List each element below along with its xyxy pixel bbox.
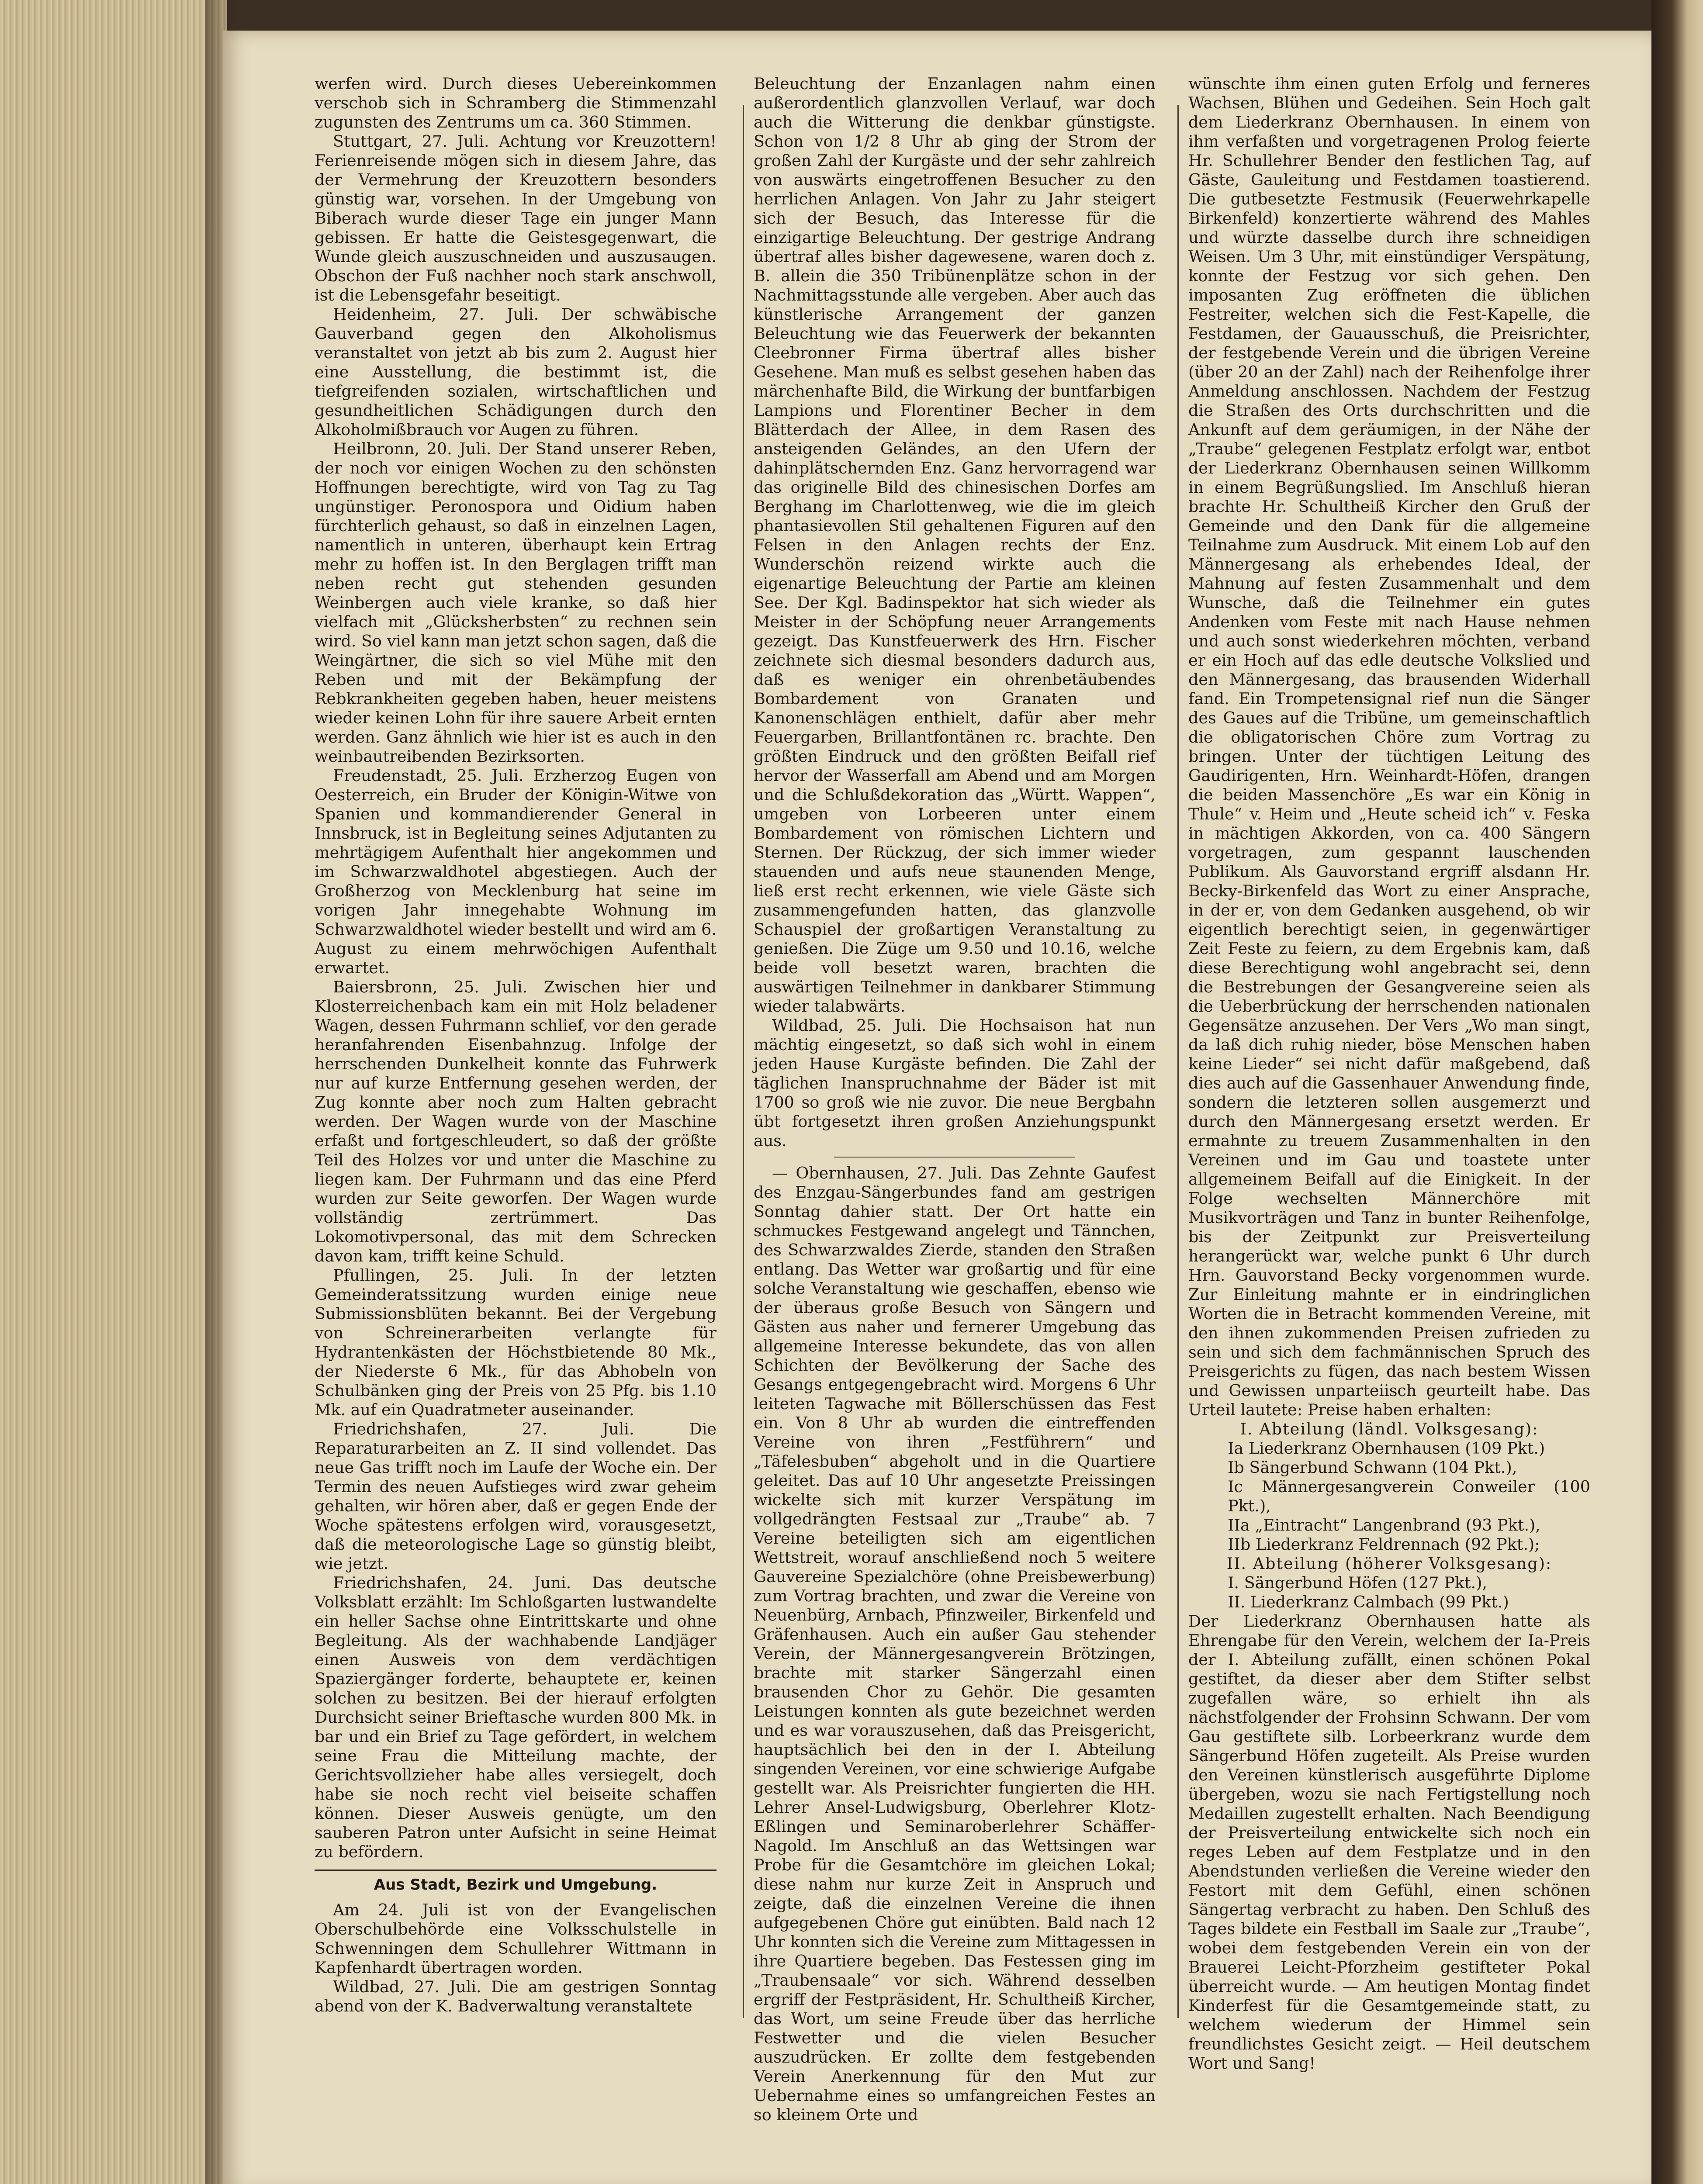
result-item: IIb Liederkranz Feldrennach (92 Pkt.);: [1228, 1535, 1540, 1554]
article-paragraph: — Obernhausen, 27. Juli. Das Zehnte Gaufest des Enzgau-Sängerbundes fand am gestrigen Sonntag dahier statt. Der Ort hatte ein schmuckes Festgewand angelegt und Tännchen, des Schwarzwaldes Zierde, standen den Straßen entlang. Das Wetter war großartig und für eine solche Veranstaltung wie geschaffen, ebenso wie der überaus große Besuch von Sängern und Gästen aus naher und fernerer Umgebung das allgemeine Interesse bekundete, das von allen Schichten der Bevölkerung der Sache des Gesangs entgegengebracht wird. Morgens 6 Uhr leiteten Tagwache mit Böllerschüssen das Fest ein. Von 8 Uhr ab wurden die eintreffenden Vereine von ihren „Festführern“ und „Täfelesbuben“ abgeholt und in die Quartiere geleitet. Das auf 10 Uhr angesetzte Preissingen wickelte sich mit kurzer Verspätung im vollgedrängten Festsaal zur „Traube“ ab. 7 Vereine beteiligten sich am eigentlichen Wettstreit, worauf anschließend noch 5 weitere Gauvereine Spezialchöre (ohne Preisbewerbung) zum Vortrag brachten, und zwar die Vereine von Neuenbürg, Arnbach, Pfinzweiler, Birkenfeld und Gräfenhausen. Auch ein außer Gau stehender Verein, der Männergesangverein Brötzingen, brachte mit starker Sängerzahl einen brausenden Chor zu Gehör. Die gesamten Leistungen konnten als gute bezeichnet werden und es war vorauszusehen, daß das Preisgericht, hauptsächlich bei den in der I. Abteilung singenden Vereinen, vor eine schwierige Aufgabe gestellt war. Als Preisrichter fungierten die HH. Lehrer Ansel-Ludwigsburg, Oberlehrer Klotz-Eßlingen und Seminaroberlehrer Schäffer-Nagold. Im Anschluß an das Wettsingen war Probe für die Gesamtchöre im gleichen Lokal; diese nahm nur kurze Zeit in Anspruch und zeigte, daß die einzelnen Vereine die ihnen aufgegebenen Chöre gut einübten. Bald nach 12 Uhr konnten sich die Vereine zum Mittagessen in ihre Quartiere begeben. Das Festessen ging im „Traubensaale“ vor sich. Während desselben ergriff der Festpräsident, Hr. Schultheiß Kircher, das Wort, um seine Freude über das herrliche Festwetter und die vielen Besucher auszudrücken. Er zollte dem festgebenden Verein Anerkennung für den Mut zur Uebernahme eines so umfangreichen Festes an so kleinem Orte und: [754, 1164, 1156, 2124]
article-paragraph: Heilbronn, 20. Juli. Der Stand unserer Reben, der noch vor einigen Wochen zu den schönsten Hoffnungen berechtigte, wird von Tag zu Tag ungünstiger. Peronospora und Oidium haben fürchterlich gehaust, so daß in einzelnen Lagen, namentlich in unteren, überhaupt kein Ertrag mehr zu hoffen ist. In den Berglagen trifft man neben recht gut stehenden gesunden Weinbergen auch viele kranke, so daß hier vielfach mit „Glücksherbsten“ zu rechnen sein wird. So viel kann man jetzt schon sagen, daß die Weingärtner, die sich so viel Mühe mit den Reben und mit der Bekämpfung der Rebkrankheiten gegeben haben, heuer meistens wieder keinen Lohn für ihre sauere Arbeit ernten werden. Ganz ähnlich wie hier ist es auch in den weinbautreibenden Bezirksorten.: [315, 439, 717, 766]
section-heading: Aus Stadt, Bezirk und Umgebung.: [315, 1870, 717, 1894]
results-heading: II. Abteilung (höherer Volksgesang):: [1226, 1554, 1552, 1573]
article-paragraph: Am 24. Juli ist von der Evangelischen Oberschulbehörde eine Volksschulstelle in Schwenningen dem Schullehrer Wittmann in Kapfenhardt übertragen worden.: [315, 1901, 717, 1977]
article-paragraph: Heidenheim, 27. Juli. Der schwäbische Gauverband gegen den Alkoholismus veranstaltet von jetzt ab bis zum 2. August hier eine Ausstellung, die bestimmt ist, die tiefgreifenden sozialen, wirtschaftlichen und gesundheitlichen Schädigungen durch den Alkoholmißbrauch vor Augen zu führen.: [315, 305, 717, 439]
column-rule: [743, 105, 744, 2018]
result-item: IIa „Eintracht“ Langenbrand (93 Pkt.),: [1228, 1516, 1540, 1534]
article-paragraph: Beleuchtung der Enzanlagen nahm einen außerordentlich glanzvollen Verlauf, war doch auch die Witterung die denkbar günstigste. Schon von 1/2 8 Uhr ab ging der Strom der großen Zahl der Kurgäste und der sehr zahlreich von auswärts eingetroffenen Besucher zu den herrlichen Anlagen. Von Jahr zu Jahr steigert sich der Besuch, das Interesse für die einzigartige Beleuchtung. Der gestrige Andrang übertraf alles bisher dagewesene, waren doch z. B. allein die 350 Tribünenplätze schon in der Nachmittagsstunde alle vergeben. Aber auch das künstlerische Arrangement der ganzen Beleuchtung wie das Feuerwerk der bekannten Cleebronner Firma übertraf alles bisher Gesehene. Man muß es selbst gesehen haben das märchenhafte Bild, die Wirkung der buntfarbigen Lampions und Florentiner Becher in dem Blätterdach der Allee, in dem Rasen des ansteigenden Geländes, an den Ufern der dahinplätschernden Enz. Ganz hervorragend war das originelle Bild des chinesischen Dorfes am Berghang im Charlottenweg, wie die im gleich phantasievollen Stil gehaltenen Figuren auf den Felsen in den Anlagen rechts der Enz. Wunderschön reizend wirkte auch die eigenartige Beleuchtung der Partie am kleinen See. Der Kgl. Badinspektor hat sich wieder als Meister in der Schöpfung neuer Arrangements gezeigt. Das Kunstfeuerwerk des Hrn. Fischer zeichnete sich diesmal besonders dadurch aus, daß es weniger ein ohrenbetäubendes Bombardement von Granaten und Kanonenschlägen enthielt, dafür aber mehr Feuergarben, Brillantfontänen rc. brachte. Den größten Eindruck und den größten Beifall rief hervor der Wasserfall am Abend und am Morgen und die Schlußdekoration das „Württ. Wappen“, umgeben von Lorbeeren unter einem Bombardement von römischen Lichtern und Sternen. Der Rückzug, der sich immer wieder stauenden und aufs neue staunenden Menge, ließ erst recht erkennen, wie viele Gäste sich zusammengefunden hatten, das glanzvolle Schauspiel der großartigen Veranstaltung zu genießen. Die Züge um 9.50 und 10.16, welche beide voll besetzt waren, brachten die auswärtigen Teilnehmer in dankbarer Stimmung wieder talabwärts.: [754, 74, 1156, 1016]
results-list: [1188, 1439, 1590, 1554]
article-paragraph: Der Liederkranz Obernhausen hatte als Ehrengabe für den Verein, welchem der Ia-Preis der I. Abteilung zufällt, einen schönen Pokal gestiftet, da dieser aber dem Stifter selbst zugefallen wäre, so erhielt ihn als nächstfolgender der Frohsinn Schwann. Der vom Gau gestiftete silb. Lorbeerkranz wurde dem Sängerbund Höfen zugeteilt. Als Preise wurden den Vereinen künstlerisch ausgeführte Diplome übergeben, wozu sie nach Fertigstellung noch Medaillen zugestellt erhalten. Nach Beendigung der Preisverteilung entwickelte sich noch ein reges Leben auf dem Festplatze und in den Abendstunden verließen die Vereine wieder den Festort mit dem Gefühl, einen schönen Sängertag verbracht zu haben. Den Schluß des Tages bildete ein Festball im Saale zur „Traube“, wobei dem festgebenden Verein ein von der Brauerei Leicht-Pforzheim gestifteter Pokal überreicht wurde. — Am heutigen Montag findet Kinderfest für die Gesamtgemeinde statt, zu welchem wiederum der Himmel sein freundlichstes Gesicht zeigt. — Heil deutschem Wort und Sang!: [1188, 1612, 1590, 2073]
book-page-stack: [0, 0, 227, 2184]
column-1: [315, 74, 717, 2016]
result-item: Ia Liederkranz Obernhausen (109 Pkt.): [1228, 1439, 1545, 1458]
result-item: Ib Sängerbund Schwann (104 Pkt.),: [1228, 1458, 1517, 1477]
article-paragraph: Pfullingen, 25. Juli. In der letzten Gemeinderatssitzung wurden einige neue Submissionsblüten bekannt. Bei der Vergebung von Schreinerarbeiten verlangte für Hydrantenkästen der Höchstbietende 80 Mk., der Niederste 6 Mk., für das Abhobeln von Schulbänken ging der Preis von 25 Pfg. bis 1.10 Mk. auf ein Quadratmeter auseinander.: [315, 1266, 717, 1419]
article-paragraph: Wildbad, 27. Juli. Die am gestrigen Sonntag abend von der K. Badverwaltung veranstaltete: [315, 1977, 717, 2015]
article-paragraph: Friedrichshafen, 27. Juli. Die Reparaturarbeiten an Z. II sind vollendet. Das neue Gas trifft noch im Laufe der Woche ein. Der Termin des neuen Aufstieges wird zwar geheim gehalten, wir hören aber, daß er gegen Ende der Woche spätestens erfolgen wird, vorausgesetzt, daß die meteorologische Lage so günstig bleibt, wie jetzt.: [315, 1420, 717, 1573]
separator: [834, 1157, 1075, 1158]
result-item: Ic Männergesangverein Conweiler (100 Pkt.),: [1228, 1477, 1590, 1515]
results-heading: I. Abteilung (ländl. Volksgesang):: [1240, 1420, 1539, 1438]
facing-page-edge: [1651, 0, 1703, 2184]
article-paragraph: Baiersbronn, 25. Juli. Zwischen hier und Klosterreichenbach kam ein mit Holz beladener Wagen, dessen Fuhrmann schlief, vor den gerade heranfahrenden Eisenbahnzug. Infolge der herrschenden Dunkelheit konnte das Fuhrwerk nur auf kurze Entfernung gesehen werden, der Zug konnte aber noch zum Halten gebracht werden. Der Wagen wurde von der Maschine erfaßt und fortgeschleudert, so daß der größte Teil des Holzes vor und unter die Maschine zu liegen kam. Der Fuhrmann und das eine Pferd wurden zur Seite geworfen. Der Wagen wurde vollständig zertrümmert. Das Lokomotivpersonal, das mit dem Schrecken davon kam, trifft keine Schuld.: [315, 978, 717, 1265]
article-paragraph: Stuttgart, 27. Juli. Achtung vor Kreuzottern! Ferienreisende mögen sich in diesem Jahre, das der Vermehrung der Kreuzottern besonders günstig war, vorsehen. In der Umgebung von Biberach wurde dieser Tage ein junger Mann gebissen. Er hatte die Geistesgegenwart, die Wunde gleich auszuschneiden und auszusaugen. Obschon der Fuß nachher noch stark anschwoll, ist die Lebensgefahr beseitigt.: [315, 132, 717, 304]
result-item: I. Sängerbund Höfen (127 Pkt.),: [1228, 1573, 1487, 1592]
article-paragraph: wünschte ihm einen guten Erfolg und ferneres Wachsen, Blühen und Gedeihen. Sein Hoch galt dem Liederkranz Obernhausen. In einem von ihm verfaßten und vorgetragenen Prolog feierte Hr. Schullehrer Bender den festlichen Tag, auf Gäste, Gauleitung und Festdamen toastierend. Die gutbesetzte Festmusik (Feuerwehrkapelle Birkenfeld) konzertierte während des Mahles und würzte dasselbe durch ihre schneidigen Weisen. Um 3 Uhr, mit einstündiger Verspätung, konnte der Festzug vor sich gehen. Den imposanten Zug eröffneten die üblichen Festreiter, welchen sich die Fest-Kapelle, die Festdamen, der Gauausschuß, die Preisrichter, der festgebende Verein und die übrigen Vereine (über 20 an der Zahl) nach der Reihenfolge ihrer Anmeldung anschlossen. Nachdem der Festzug die Straßen des Orts durchschritten und die Ankunft auf dem geräumigen, in der Nähe der „Traube“ gelegenen Festplatz erfolgt war, entbot der Liederkranz Obernhausen seinen Willkomm in einem Begrüßungslied. Im Anschluß hieran brachte Hr. Schultheiß Kircher den Gruß der Gemeinde und den Dank für die allgemeine Teilnahme zum Ausdruck. Mit einem Lob auf den Männergesang als erhebendes Ideal, der Mahnung auf festen Zusammenhalt und dem Wunsche, daß die Teilnehmer ein gutes Andenken vom Feste mit nach Hause nehmen und auch sonst wiederkehren möchten, verband er ein Hoch auf das edle deutsche Volkslied und den Männergesang, das brausenden Widerhall fand. Ein Trompetensignal rief nun die Sänger des Gaues auf die Tribüne, um gemeinschaftlich die obligatorischen Chöre zum Vortrag zu bringen. Unter der tüchtigen Leitung des Gaudirigenten, Hrn. Weinhardt-Höfen, drangen die beiden Massenchöre „Es war ein König in Thule“ v. Heim und „Heute scheid ich“ v. Feska in mächtigen Akkorden, von ca. 400 Sängern vorgetragen, zum gespannt lauschenden Publikum. Als Gauvorstand ergriff alsdann Hr. Becky-Birkenfeld das Wort zu einer Ansprache, in der er, von dem Gedanken ausgehend, ob wir eigentlich berechtigt seien, in gegenwärtiger Zeit Feste zu feiern, zu dem Ergebnis kam, daß diese Berechtigung wohl angebracht sei, denn die Bestrebungen der Gesangvereine seien als die Ueberbrückung der herrschenden nationalen Gegensätze anzusehen. Der Vers „Wo man singt, da laß dich ruhig nieder, böse Menschen haben keine Lieder“ sei nicht dafür maßgebend, daß dies auch auf die Gassenhauer Anwendung finde, sondern die letzteren sollen ausgemerzt und durch den Männergesang ersetzt werden. Er ermahnte zu treuem Zusammenhalten in den Vereinen und im Gau und toastete unter allgemeinem Beifall auf die Einigkeit. In der Folge wechselten Männerchöre mit Musikvorträgen und Tanz in bunter Reihenfolge, bis der Zeitpunkt zur Preisverteilung herangerückt war, welche punkt 6 Uhr durch Hrn. Gauvorstand Becky vorgenommen wurde. Zur Einleitung mahnte er in eindringlichen Worten die in Betracht kommenden Vereine, mit den ihnen zukommenden Preisen zufrieden zu sein und sich dem fachmännischen Spruch des Preisgerichts zu fügen, das nach bestem Wissen und Gewissen unparteiisch geurteilt habe. Das Urteil lautete: Preise haben erhalten:: [1188, 74, 1590, 1419]
article-paragraph: werfen wird. Durch dieses Uebereinkommen verschob sich in Schramberg die Stimmenzahl zugunsten des Zentrums um ca. 360 Stimmen.: [315, 74, 717, 131]
column-2: [754, 74, 1156, 2125]
column-rule: [1177, 105, 1179, 2018]
article-paragraph: Wildbad, 25. Juli. Die Hochsaison hat nun mächtig eingesetzt, so daß sich wohl in einem jeden Hause Kurgäste befinden. Die Zahl der täglichen Inanspruchnahme der Bäder ist mit 1700 so groß wie nie zuvor. Die neue Bergbahn übt fortgesetzt ihren großen Anziehungspunkt aus.: [754, 1016, 1156, 1150]
result-item: II. Liederkranz Calmbach (99 Pkt.): [1228, 1593, 1509, 1611]
article-paragraph: Freudenstadt, 25. Juli. Erzherzog Eugen von Oesterreich, ein Bruder der Königin-Witwe von Spanien und kommandierender General in Innsbruck, ist in Begleitung seines Adjutanten zu mehrtägigem Aufenthalt hier angekommen und im Schwarzwaldhotel abgestiegen. Auch der Großherzog von Mecklenburg hat seine im vorigen Jahr innegehabte Wohnung im Schwarzwaldhotel wieder bestellt und wird am 6. August zu einem mehrwöchigen Aufenthalt erwartet.: [315, 766, 717, 977]
article-paragraph: Friedrichshafen, 24. Juni. Das deutsche Volksblatt erzählt: Im Schloßgarten lustwandelte ein heller Sachse ohne Eintrittskarte und ohne Begleitung. Als der wachhabende Landjäger einen Ausweis von dem verdächtigen Spaziergänger forderte, behauptete er, keinen solchen zu besitzen. Bei der hierauf erfolgten Durchsicht seiner Brieftasche wurden 800 Mk. in bar und ein Brief zu Tage gefördert, in welchem seine Frau die Mitteilung machte, der Gerichtsvollzieher habe alles versiegelt, doch habe sie noch recht viel beiseite schaffen können. Dieser Ausweis genügte, um den sauberen Patron unter Aufsicht in seine Heimat zu befördern.: [315, 1573, 717, 1861]
column-3: [1188, 74, 1590, 2073]
results-list: [1188, 1573, 1590, 1612]
